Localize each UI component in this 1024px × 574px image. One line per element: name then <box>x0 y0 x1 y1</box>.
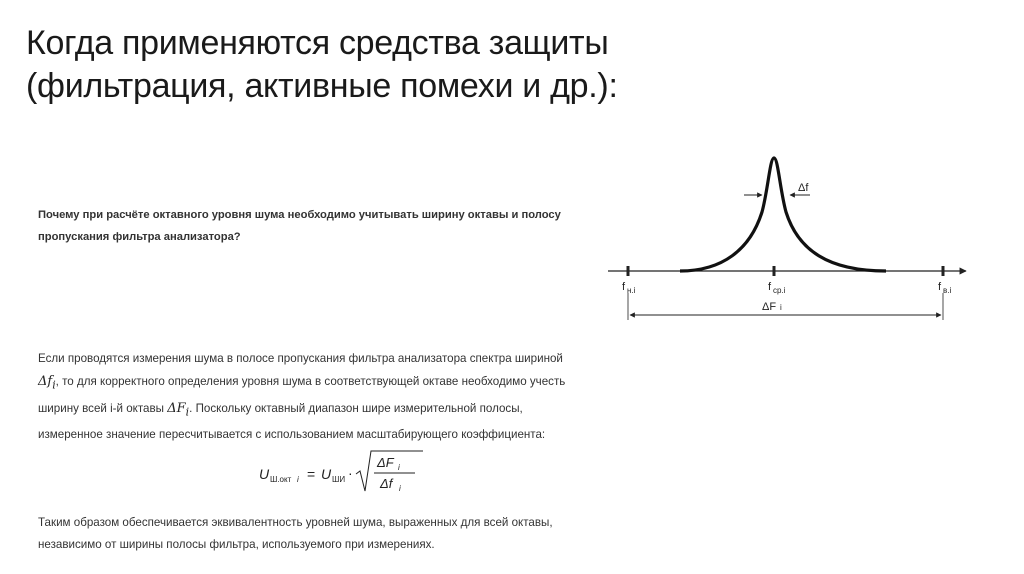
formula-rhs: U <box>321 466 332 482</box>
formula-rhs-sub: ШИ <box>332 475 346 484</box>
explanation-line-3-start: ширину всей i-й октавы <box>38 401 164 415</box>
f-high-sub: в.i <box>943 286 952 295</box>
formula-denominator: Δf <box>380 476 393 491</box>
explanation-line-1: Если проводятся измерения шума в полосе пропускания фильтра анализатора спектра шириной <box>38 352 563 365</box>
formula-dot: · <box>348 465 353 481</box>
delta-F-sub: i <box>780 303 782 312</box>
delta-F-label: ΔF <box>762 301 777 313</box>
formula-numerator-sub: i <box>398 463 400 472</box>
question-line-1: Почему при расчёте октавного уровня шума необходимо учитывать ширину октавы и полосу <box>38 209 561 221</box>
explanation-line-2 <box>38 370 638 397</box>
formula-lhs-sub: Ш.окт <box>270 475 292 484</box>
delta-f-label: Δf <box>798 182 809 194</box>
conclusion-line-1: Таким образом обеспечивается эквивалентность уровней шума, выраженных для всей октавы, <box>38 516 553 529</box>
explanation-line-4: измеренное значение пересчитывается с использованием масштабирующего коэффициента: <box>38 428 546 442</box>
explanation-line-3-rest: . Поскольку октавный диапазон шире измерительной полосы, <box>189 401 523 415</box>
f-low-sub: н.i <box>627 286 636 295</box>
delta-f-symbol: $\Delta f_i$ <box>38 374 56 392</box>
formula-equals: = <box>307 466 316 482</box>
scaling-formula <box>255 447 435 497</box>
explanation-line-3 <box>38 397 638 424</box>
f-low-label: f <box>622 281 626 293</box>
question-text <box>38 204 628 248</box>
f-center-label: f <box>768 281 772 293</box>
formula-denominator-sub: i <box>399 484 401 493</box>
question-line-2: пропускания фильтра анализатора? <box>38 231 241 243</box>
formula-numerator: ΔF <box>377 455 394 470</box>
conclusion-text <box>38 512 638 556</box>
f-center-sub: ср.i <box>773 286 786 295</box>
slide-title-line-2: (фильтрация, активные помехи и др.): <box>26 67 618 105</box>
slide-title-line-1: Когда применяются средства защиты <box>26 24 609 62</box>
explanation-line-2-rest: , то для корректного определения уровня шума в соответствующей октаве необходимо учесть <box>55 375 566 388</box>
conclusion-line-2: независимо от ширины полосы фильтра, используемого при измерениях. <box>38 538 435 551</box>
delta-F-symbol: $\Delta F_i$ <box>167 400 190 419</box>
formula-lhs-sub-i: i <box>297 475 299 484</box>
explanation-text <box>38 347 638 446</box>
filter-response-curve <box>680 158 886 271</box>
formula-lhs: U <box>259 466 270 482</box>
slide-title <box>26 22 996 108</box>
filter-bandwidth-diagram <box>604 150 976 330</box>
f-high-label: f <box>938 281 942 293</box>
